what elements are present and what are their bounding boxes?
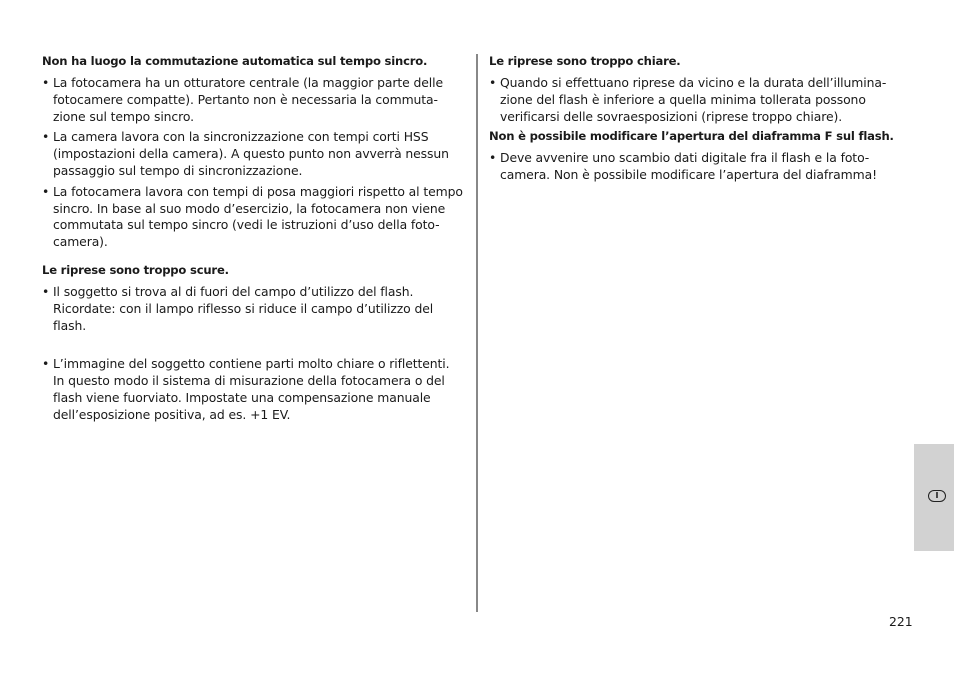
list-item [489, 150, 909, 184]
section-heading-no-sync-switch: Non ha luogo la commutazione automatica sul tempo sincro. [42, 54, 428, 68]
list-item-text: La fotocamera ha un otturatore centrale (la maggior parte delle fotocamere compatte). Pertanto non è necessaria la commuta- zione sul tempo sincro. [53, 75, 443, 124]
column-divider [476, 54, 478, 612]
right-column [489, 54, 909, 188]
left-column [42, 54, 470, 428]
list-item [42, 184, 470, 251]
list-item [42, 284, 470, 334]
list-item-text: Deve avvenire uno scambio dati digitale fra il flash e la foto- camera. Non è possibile modificare l’apertura del diaframma! [500, 150, 877, 183]
bullet-icon: • [42, 283, 50, 299]
bullet-icon: • [42, 183, 50, 199]
list-item-text: La fotocamera lavora con tempi di posa maggiori rispetto al tempo sincro. In base al suo modo d’esercizio, la fotocamera non viene commutata sul tempo sincro (vedi le istruzioni d’uso della foto- camera). [53, 183, 463, 250]
bullet-icon: • [489, 75, 497, 90]
section-heading-too-bright: Le riprese sono troppo chiare. [489, 54, 681, 68]
list-item [42, 356, 470, 423]
list-item-text: Quando si effettuano riprese da vicino e la durata dell’illumina- zione del flash è inferiore a quella minima tollerata possono verificarsi delle sovraesposizioni (riprese troppo chiare). [500, 75, 887, 124]
list-item-text: La camera lavora con la sincronizzazione con tempi corti HSS (impostazioni della camera). A questo punto non avverrà nessun passaggio sul tempo di sincronizzazione. [53, 129, 449, 178]
bullet-icon: • [42, 356, 50, 372]
list-item [42, 129, 470, 179]
bullet-icon: • [42, 75, 50, 90]
list-item [42, 75, 470, 125]
language-tab [914, 444, 954, 551]
bullet-icon: • [42, 129, 50, 145]
list-item-text: L’immagine del soggetto contiene parti molto chiare o riflettenti. In questo modo il sistema di misurazione della fotocamera o del flash viene fuorviato. Impostate una compensazione manuale dell’esposizione positiva, ad es. +1 EV. [53, 356, 450, 422]
section-heading-too-dark: Le riprese sono troppo scure. [42, 262, 229, 277]
list-item-text: Il soggetto si trova al di fuori del campo d’utilizzo del flash. Ricordate: con il lampo riflesso si riduce il campo d’utilizzo del flash. [53, 283, 434, 333]
bullet-icon: • [489, 150, 497, 166]
page-number: 221 [889, 614, 913, 629]
language-badge: I [928, 490, 946, 502]
section-heading-aperture: Non è possibile modificare l’apertura del diaframma F sul flash. [489, 129, 894, 144]
list-item [489, 75, 909, 125]
